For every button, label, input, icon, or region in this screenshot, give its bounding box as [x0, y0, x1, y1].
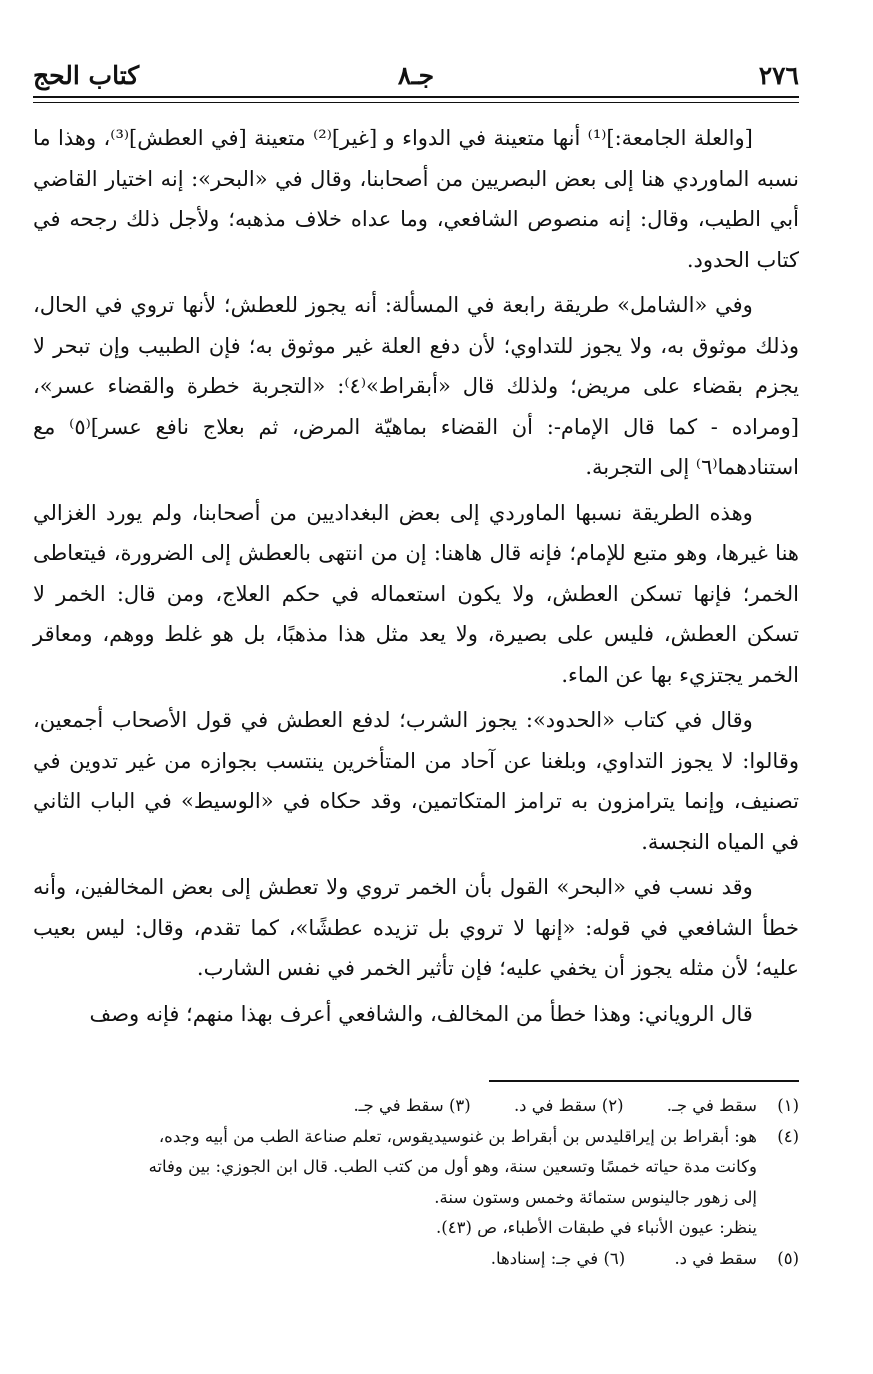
footnote-number: (٤) — [777, 1126, 799, 1146]
header-rule-thin — [33, 102, 799, 103]
paragraph — [33, 285, 799, 488]
footnote-text: هو: أبقراط بن إيراقليدس بن أبقراط بن غنوسيديقوس، تعلم صناعة الطب من أبيه وجده، — [158, 1126, 757, 1146]
footnote-number: (٦) — [603, 1248, 626, 1268]
header-rule — [33, 96, 799, 98]
footnote-text: في جـ: إسنادها. — [490, 1248, 599, 1268]
text-line: [والعلة الجامعة:]⁽¹⁾ أنها متعينة في الدواء و [غير]⁽²⁾ متعينة [في العطش]⁽³⁾، — [103, 126, 753, 150]
page-number: ٢٧٦ — [758, 61, 799, 90]
footnote-separator — [489, 1080, 799, 1082]
text-line: وهذا ما نسبه الماوردي هنا إلى بعض البصريين من أصحابنا، وقال في «البحر»: إنه — [33, 126, 799, 191]
footnote-text: سقط في جـ. — [353, 1096, 444, 1115]
footnote-text: سقط في د. — [513, 1096, 597, 1115]
text-line: وقد نسب في «البحر» القول بأن الخمر تروي ولا تعطش إلى بعض المخالفين، — [73, 875, 753, 899]
paragraph — [33, 700, 799, 862]
footnote-number: (٢) — [601, 1096, 624, 1115]
footnote-text: سقط في جـ. — [666, 1096, 757, 1115]
book-title: كتاب الحج — [33, 61, 140, 90]
footnote-reference: ينظر: عيون الأنباء في طبقات الأطباء، ص (٤٣). — [436, 1218, 757, 1237]
text-line: في الباب الثاني في المياه النجسة. — [33, 789, 799, 854]
text-line: الضرورة، فيتعاطى الخمر؛ فإنها تسكن العطش، ولا يكون استعماله في حكم العلاج، — [33, 541, 799, 606]
footnote-row — [33, 1122, 799, 1153]
text-line: وذلك موثوق به، ولا يجوز للتداوي؛ لأن دفع العلة غير موثوق به؛ فإن الطبيب وإن — [98, 333, 799, 358]
page-header — [33, 50, 799, 98]
footnote-number: (٥) — [777, 1248, 799, 1268]
text-line: اختيار القاضي أبي الطيب، وقال: إنه منصوص الشافعي، وما عداه خلاف مذهبه؛ — [33, 166, 799, 231]
main-text — [33, 118, 799, 1039]
text-line: ولأجل ذلك رجحه في كتاب الحدود. — [33, 207, 799, 272]
paragraph — [33, 994, 799, 1035]
text-line: هو غلط ووهم، ومعاقر الخمر يجتزيء بها عن الماء. — [33, 622, 799, 687]
text-line: غير تدوين في تصنيف، وإنما يترامزون به ترامز المتكاتمين، وقد حكاه في «الوسيط» — [33, 748, 799, 813]
text-line: وهذه الطريقة نسبها الماوردي إلى بعض البغداديين من أصحابنا، ولم يورد — [106, 500, 753, 525]
footnote-text: وكانت مدة حياته خمسًا وتسعين سنة، وهو أول من كتب الطب. قال ابن الجوزي: بين وفاته — [148, 1157, 757, 1176]
paragraph — [33, 867, 799, 989]
text-line: عسر]⁽٥⁾ مع استنادهما⁽٦⁾ إلى التجربة. — [33, 414, 799, 479]
text-line: بعيب عليه؛ لأن مثله يجوز أن يخفي عليه؛ فإن تأثير الخمر في نفس الشارب. — [33, 915, 799, 980]
text-line: ومن قال: الخمر لا تسكن العطش، فليس على بصيرة، ولا يعد مثل هذا مذهبًا، بل — [33, 581, 799, 646]
volume-label: جـ٨ — [397, 61, 435, 90]
text-line: وفي «الشامل» طريقة رابعة في المسألة: أنه يجوز للعطش؛ لأنها تروي في الحال، — [33, 293, 753, 317]
text-line: قال الروياني: وهذا خطأ من المخالف، والشافعي أعرف بهذا منهم؛ فإنه وصف — [89, 1001, 753, 1026]
footnote-text: إلى زهور جالينوس ستمائة وخمس وستون سنة. — [434, 1187, 757, 1207]
footnote-number: (٣) — [448, 1096, 471, 1115]
text-line: الغزالي هنا غيرها، وهو متبع للإمام؛ فإنه قال هاهنا: إن من انتهى بالعطش إلى — [33, 500, 799, 565]
footnotes — [33, 1091, 799, 1274]
footnote-text: سقط في د. — [674, 1248, 757, 1268]
text-line: عسر»، [ومراده - كما قال الإمام-: أن القضاء بماهيّة المرض، ثم بعلاج نافع — [33, 374, 799, 439]
text-line: وأنه خطأ الشافعي في قوله: «إنها لا تروي بل تزيده عطشًا»، كما تقدم، وقال: ليس — [33, 875, 800, 940]
footnote-row — [33, 1091, 799, 1122]
footnote-number: (١) — [777, 1096, 799, 1115]
paragraph — [33, 118, 799, 280]
text-line: تبحر لا يجزم بقضاء على مريض؛ ولذلك قال «أبقراط»⁽٤⁾: «التجربة خطرة والقضاء — [33, 333, 799, 398]
text-line: أجمعين، وقالوا: لا يجوز التداوي، وبلغنا عن آحاد من المتأخرين ينتسب بجوازه من — [33, 708, 800, 773]
text-line: وقال في كتاب «الحدود»: يجوز الشرب؛ لدفع العطش في قول الأصحاب — [111, 708, 753, 732]
footnote-row — [33, 1244, 799, 1275]
paragraph — [33, 493, 799, 696]
